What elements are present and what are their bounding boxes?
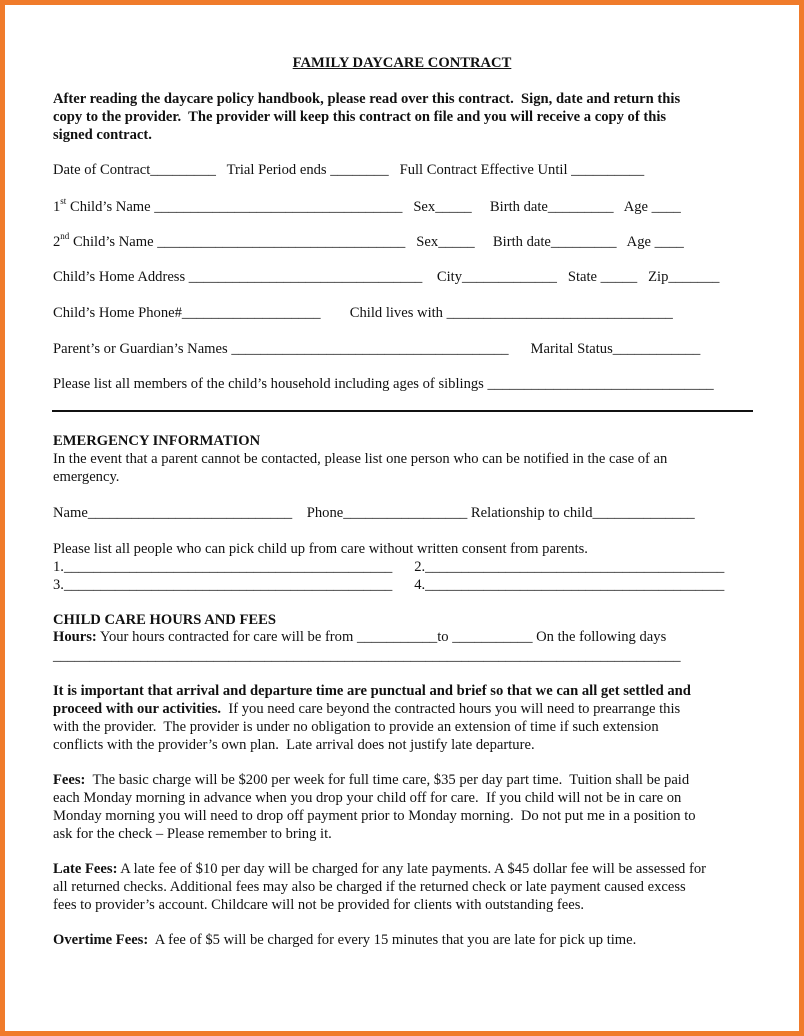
first-child-ordinal: 1 (53, 199, 61, 215)
fees-line-4: ask for the check – Please remember to bring it. (53, 826, 332, 842)
fees-line-3: Monday morning you will need to drop off payment prior to Monday morning. Do not put me in a position to (53, 808, 696, 824)
late-fees-line-3: fees to provider’s account. Childcare will not be provided for clients with outstanding fees. (53, 897, 585, 913)
late-fees-text: A late fee of $10 per day will be charged for any late payments. A $45 dollar fee will be assessed for (117, 861, 707, 877)
arrival-bold-phrase: proceed with our activities. (53, 701, 222, 717)
intro-line-3: signed contract. (53, 127, 152, 143)
hours-fees-heading: CHILD CARE HOURS AND FEES (53, 612, 276, 628)
second-child-ordinal-suffix: nd (60, 231, 70, 242)
overtime-fees-line (53, 931, 636, 949)
arrival-line-3: with the provider. The provider is under no obligation to provide an extension of time if such extension (53, 719, 659, 735)
second-child-row (53, 233, 684, 251)
late-fees-label: Late Fees: (53, 861, 118, 877)
overtime-fees-text: A fee of $5 will be charged for every 15 minutes that you are late for pick up time. (148, 932, 637, 948)
hours-text: Your hours contracted for care will be from ___________to ___________ On the following days (96, 629, 667, 645)
intro-line-2: copy to the provider. The provider will keep this contract on file and you will receive a copy of this (53, 109, 667, 125)
fees-text: The basic charge will be $200 per week for full time care, $35 per day part time. Tuition shall be paid (85, 772, 690, 788)
late-fees-line-2: all returned checks. Additional fees may also be charged if the returned check or late payment caused excess (53, 879, 686, 895)
intro-line-1: After reading the daycare policy handbook, please read over this contract. Sign, date and return this (53, 91, 681, 107)
guardians-row: Parent’s or Guardian’s Names ______________________________________ Marital Status____________ (53, 341, 701, 357)
pickup-instructions: Please list all people who can pick child up from care without written consent from parents. (53, 541, 588, 557)
arrival-line-1: It is important that arrival and departure time are punctual and brief so that we can all get settled and (53, 683, 691, 699)
overtime-fees-label: Overtime Fees: (53, 932, 149, 948)
fees-line-2: each Monday morning in advance when you drop your child off for care. If you child will not be in care on (53, 790, 682, 806)
emergency-contact-row: Name____________________________ Phone_________________ Relationship to child______________ (53, 505, 695, 521)
first-child-ordinal-suffix: st (60, 196, 67, 207)
arrival-rest: If you need care beyond the contracted hours you will need to prearrange this (221, 701, 681, 717)
arrival-line-4: conflicts with the provider’s own plan. Late arrival does not justify late departure. (53, 737, 535, 753)
hours-label: Hours: (53, 629, 97, 645)
fees-line-1 (53, 771, 689, 789)
home-phone-row: Child’s Home Phone#___________________ Child lives with _______________________________ (53, 305, 673, 321)
first-child-row (53, 198, 681, 216)
emergency-heading: EMERGENCY INFORMATION (53, 433, 261, 449)
second-child-ordinal: 2 (53, 234, 61, 250)
emergency-text-line-2: emergency. (53, 469, 120, 485)
pickup-row-2: 3._____________________________________________ 4._________________________________________ (53, 577, 725, 593)
pickup-row-1: 1._____________________________________________ 2._________________________________________ (53, 559, 725, 575)
fees-label: Fees: (53, 772, 86, 788)
late-fees-line-1 (53, 860, 706, 878)
document-title: FAMILY DAYCARE CONTRACT (292, 55, 512, 71)
hours-days-line: ______________________________________________________________________________________ (53, 648, 681, 664)
second-child-fields: Child’s Name __________________________________ Sex_____ Birth date_________ Age ____ (69, 234, 684, 250)
arrival-line-2 (53, 700, 680, 718)
household-row: Please list all members of the child’s household including ages of siblings _______________________________ (53, 376, 714, 392)
contract-dates-row: Date of Contract_________ Trial Period ends ________ Full Contract Effective Until __________ (53, 162, 645, 178)
section-divider (52, 410, 753, 412)
hours-row (53, 628, 666, 646)
emergency-text-line-1: In the event that a parent cannot be contacted, please list one person who can be notified in the case of an (53, 451, 668, 467)
home-address-row: Child’s Home Address ________________________________ City_____________ State _____ Zip_______ (53, 269, 720, 285)
first-child-fields: Child’s Name __________________________________ Sex_____ Birth date_________ Age ____ (66, 199, 681, 215)
